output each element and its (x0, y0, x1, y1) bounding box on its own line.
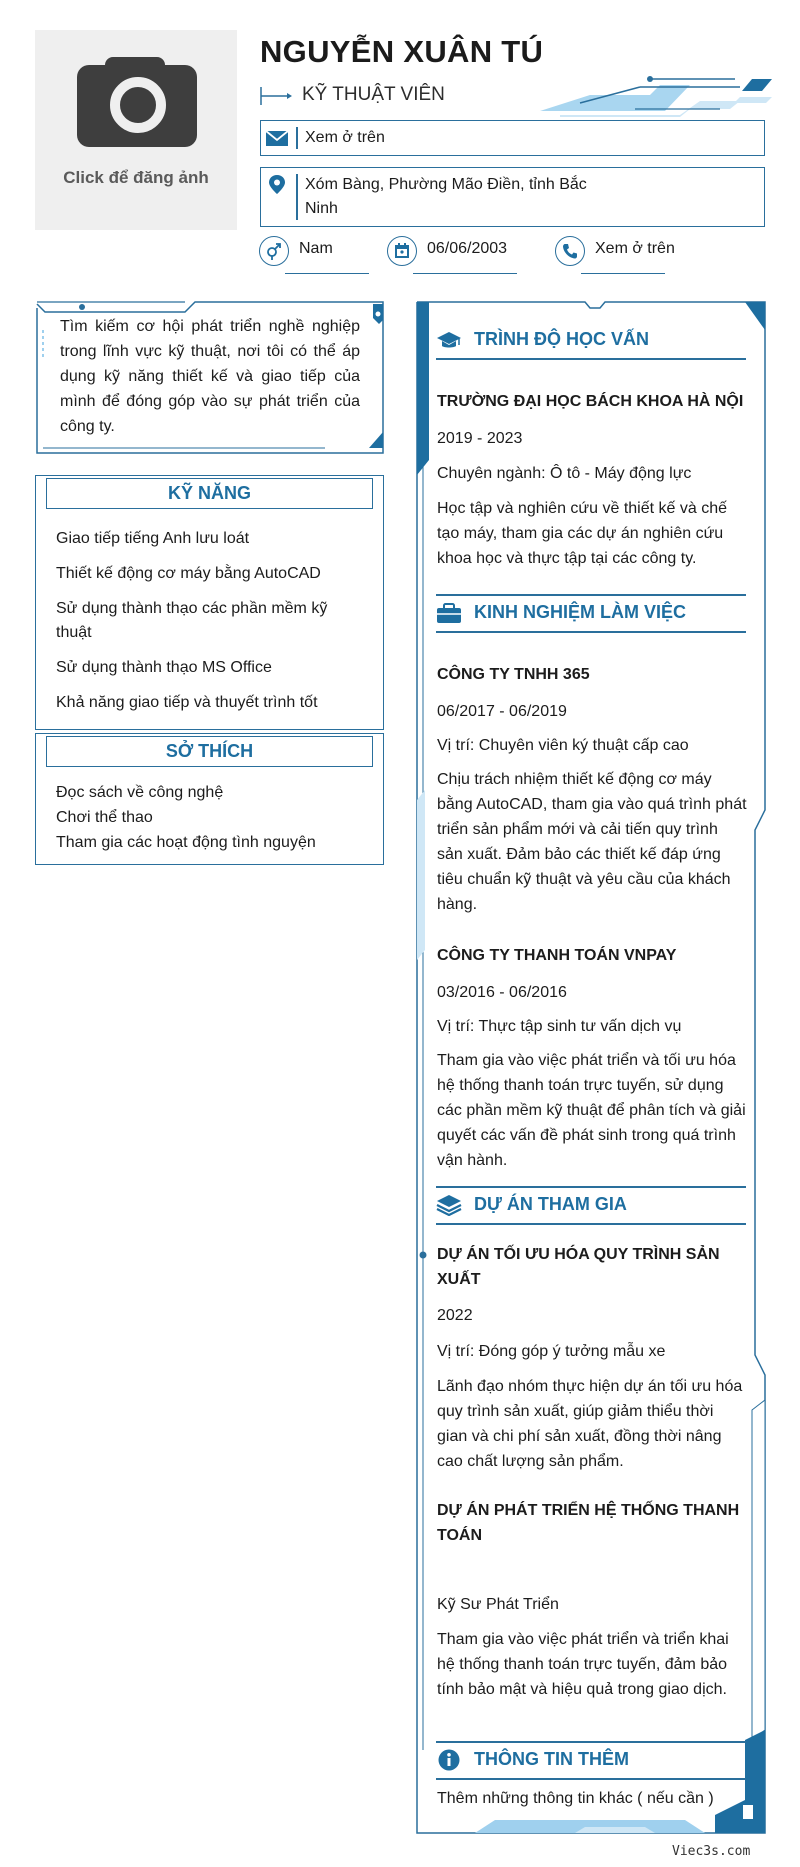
hobbies-heading: SỞ THÍCH (46, 736, 373, 767)
education-period: 2019 - 2023 (437, 430, 523, 447)
additional-rule (436, 1778, 746, 1780)
experience-heading (436, 594, 746, 632)
phone-item (555, 236, 695, 276)
address-line1: Xóm Bàng, Phường Mão Điền, tỉnh Bắc (305, 176, 587, 193)
birthday-value: 06/06/2003 (427, 240, 508, 257)
experience-title: KINH NGHIỆM LÀM VIỆC (474, 602, 687, 622)
job-title: KỸ THUẬT VIÊN (302, 84, 445, 105)
hobby-item: Đọc sách về công nghệ (56, 784, 224, 801)
avatar-upload[interactable] (35, 30, 237, 230)
additional-info-heading (436, 1741, 746, 1779)
education-rule (436, 358, 746, 360)
skill-item: Khả năng giao tiếp và thuyết trình tốt (56, 694, 318, 711)
gender-icon (259, 236, 289, 266)
skill-item: Thiết kế động cơ máy bằng AutoCAD (56, 565, 321, 582)
calendar-icon (387, 236, 417, 266)
email-separator (296, 127, 298, 149)
project-description: Tham gia vào việc phát triển và triển khai hệ thống thanh toán trực tuyến, đảm bảo tính bảo mật và hiệu quả trong giao dịch. (437, 1631, 729, 1698)
birthday-item (387, 236, 517, 276)
hobbies-section (35, 733, 384, 865)
camera-lens (110, 77, 166, 133)
project-description: Lãnh đạo nhóm thực hiện dự án tối ưu hóa quy trình sản xuất, giúp giảm thiểu thời gian và chi phí sản xuất, đồng thời nâng cao chất lượng sản phẩm. (437, 1378, 743, 1470)
layers-icon (436, 1194, 462, 1216)
skill-item: Giao tiếp tiếng Anh lưu loát (56, 530, 250, 547)
additional-info-title: THÔNG TIN THÊM (474, 1749, 629, 1769)
job-description: Tham gia vào việc phát triển và tối ưu hóa hệ thống thanh toán trực tuyến, sử dụng các phần mềm kỹ thuật để phân tích và giải quyết các vấn đề phát sinh trong quá trình vận hành. (437, 1052, 746, 1169)
email-value[interactable]: Xem ở trên (305, 129, 385, 146)
address-line2: Ninh (305, 200, 338, 217)
project-name: DỰ ÁN TỐI ƯU HÓA QUY TRÌNH SẢN XUẤT (437, 1246, 720, 1288)
job-period: 03/2016 - 06/2016 (437, 984, 567, 1001)
gender-value: Nam (299, 240, 333, 257)
school-name: TRƯỜNG ĐẠI HỌC BÁCH KHOA HÀ NỘI (437, 393, 744, 410)
projects-rule (436, 1223, 746, 1225)
graduation-cap-icon (436, 329, 462, 351)
experience-rule-top (436, 594, 746, 596)
address-box (260, 167, 765, 227)
skills-section (35, 475, 384, 730)
experience-rule (436, 631, 746, 633)
project-role: Kỹ Sư Phát Triển (437, 1596, 559, 1613)
job-position: Vị trí: Thực tập sinh tư vấn dịch vụ (437, 1018, 682, 1035)
objective-text: Tìm kiếm cơ hội phát triển nghề nghiệp trong lĩnh vực kỹ thuật, nơi tôi có thể áp dụng kỹ năng thiết kế và giao tiếp của mình để đóng góp vào sự phát triển của công ty. (60, 318, 360, 435)
phone-icon (555, 236, 585, 266)
circuit-decoration (540, 75, 772, 117)
education-major: Chuyên ngành: Ô tô - Máy động lực (437, 465, 692, 482)
email-icon (265, 127, 289, 149)
hobby-item: Chơi thể thao (56, 809, 153, 826)
company-name: CÔNG TY TNHH 365 (437, 666, 590, 683)
job-description: Chịu trách nhiệm thiết kế động cơ máy bằng AutoCAD, tham gia vào quá trình phát triển sản phẩm mới và cải tiến quy trình sản xuất. Đảm bảo các thiết kế đáp ứng tiêu chuẩn kỹ thuật và yêu cầu của khách hàng. (437, 771, 747, 913)
additional-rule-top (436, 1741, 746, 1743)
project-role: Vị trí: Đóng góp ý tưởng mẫu xe (437, 1343, 666, 1360)
candidate-name: NGUYỄN XUÂN TÚ (260, 34, 544, 69)
info-icon (436, 1749, 462, 1771)
email-box (260, 120, 765, 156)
education-title: TRÌNH ĐỘ HỌC VẤN (474, 329, 649, 349)
upload-photo-caption: Click để đăng ảnh (63, 168, 209, 187)
birthday-underline (413, 273, 517, 274)
company-name: CÔNG TY THANH TOÁN VNPAY (437, 947, 677, 964)
title-arrow-icon (260, 84, 292, 108)
camera-icon (77, 65, 197, 147)
phone-underline (581, 273, 665, 274)
projects-rule-top (436, 1186, 746, 1188)
job-period: 06/2017 - 06/2019 (437, 703, 567, 720)
projects-title: DỰ ÁN THAM GIA (474, 1194, 627, 1214)
hobby-item: Tham gia các hoạt động tình nguyện (56, 834, 316, 851)
projects-heading (436, 1186, 746, 1224)
skill-item: Sử dụng thành thạo MS Office (56, 659, 272, 676)
briefcase-icon (436, 602, 462, 624)
gender-underline (285, 273, 369, 274)
address-separator (296, 174, 298, 220)
career-objective (35, 300, 385, 455)
gender-item (259, 236, 369, 276)
education-heading (436, 321, 746, 359)
project-period: 2022 (437, 1307, 473, 1324)
job-position: Vị trí: Chuyên viên ký thuật cấp cao (437, 737, 689, 754)
skills-heading: KỸ NĂNG (46, 478, 373, 509)
phone-value[interactable]: Xem ở trên (595, 240, 675, 257)
location-pin-icon (265, 174, 289, 196)
site-watermark: Viec3s.com (672, 1844, 751, 1859)
additional-info-text: Thêm những thông tin khác ( nếu cần ) (437, 1790, 714, 1807)
skill-item: Sử dụng thành thạo các phần mềm kỹ thuật (56, 600, 328, 641)
education-description: Học tập và nghiên cứu về thiết kế và chế tạo máy, tham gia các dự án nghiên cứu khoa học và thực tập tại các công ty. (437, 500, 727, 567)
project-name: DỰ ÁN PHÁT TRIỂN HỆ THỐNG THANH TOÁN (437, 1502, 740, 1544)
